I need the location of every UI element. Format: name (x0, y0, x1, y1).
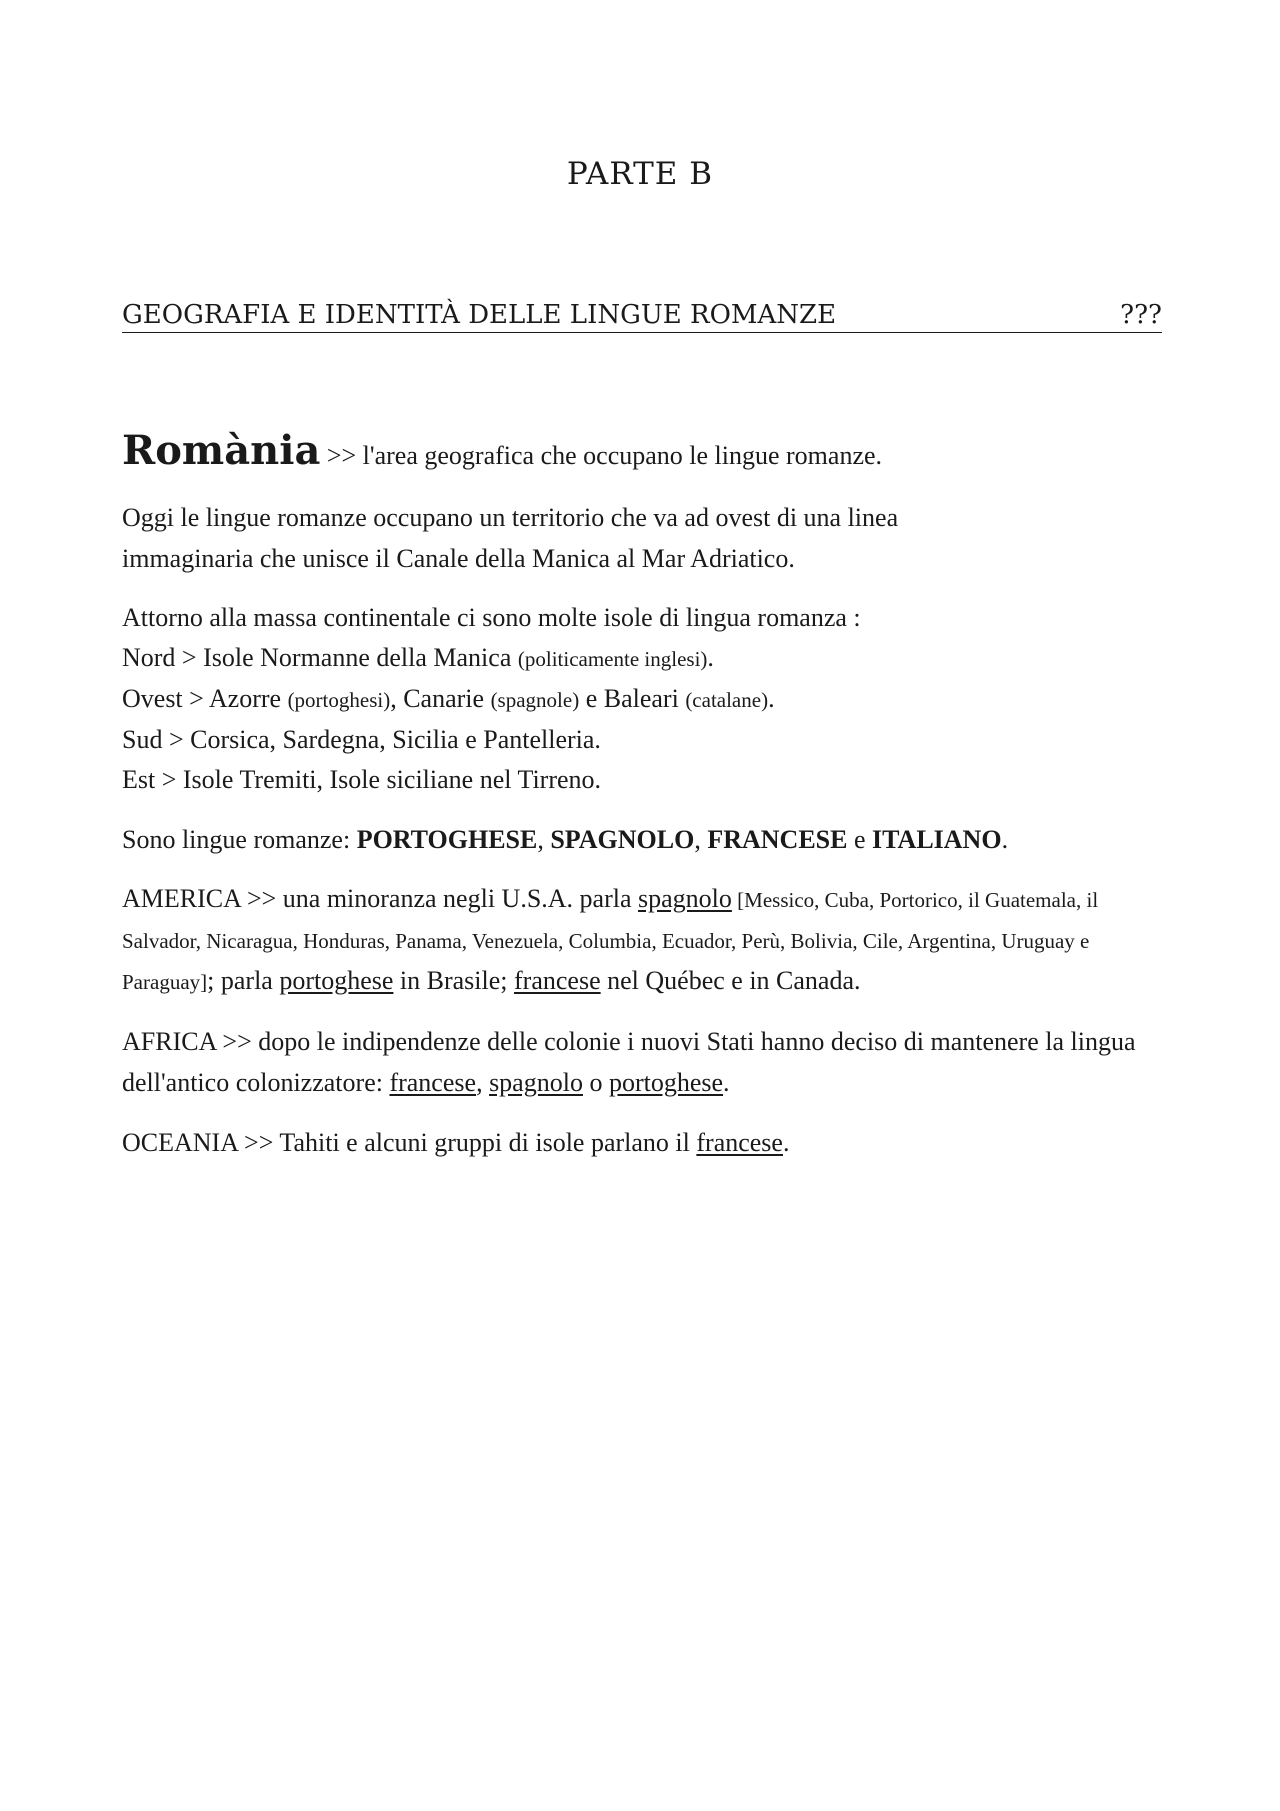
islands-ovest-note-azorre: (portoghesi) (287, 688, 391, 712)
america-portoghese: portoghese (279, 966, 394, 995)
oceania-paragraph (122, 1122, 1172, 1163)
america-lead: AMERICA >> una minoranza negli U.S.A. parla (122, 884, 639, 913)
africa-sep: , (476, 1068, 490, 1097)
language-italiano: ITALIANO (872, 825, 1002, 854)
oceania-francese: francese (696, 1128, 783, 1157)
section-heading (122, 296, 1162, 333)
islands-intro: Attorno alla massa continentale ci sono molte isole di lingua romanza : (122, 603, 861, 632)
section-heading-mark: ??? (1120, 300, 1162, 330)
languages-end: . (1001, 825, 1009, 854)
america-countries: [Messico, Cuba, Portorico, il Guatemala, il Salvador, Nicaragua, Honduras, Panama, Venezuela, Columbia, Ecuador, Perù, Bolivia, Cile, Argentina, Uruguay e Paraguay] (122, 888, 1099, 994)
islands-ovest-canarie: , Canarie (390, 684, 491, 713)
islands-ovest (122, 684, 775, 713)
america-mid: ; parla (207, 966, 280, 995)
languages-paragraph (122, 819, 1172, 860)
islands-ovest-note-baleari: (catalane) (685, 688, 769, 712)
africa-lead: AFRICA >> dopo le indipendenze delle colonie i nuovi Stati hanno deciso di mantenere la lingua dell'antico colonizzatore: (122, 1027, 1136, 1097)
romania-definition-text: >> l'area geografica che occupano le lingue romanze. (326, 441, 883, 470)
islands-ovest-baleari: e Baleari (579, 684, 686, 713)
islands-ovest-note-canarie: (spagnole) (490, 688, 580, 712)
islands-ovest-end: . (768, 684, 775, 713)
islands-nord-text: Nord > Isole Normanne della Manica (122, 643, 518, 672)
romania-term: Romània (122, 427, 321, 474)
oceania-end: . (782, 1128, 790, 1157)
page-title: PARTE B (566, 156, 714, 192)
language-portoghese: PORTOGHESE (356, 825, 538, 854)
america-end: nel Québec e in Canada. (600, 966, 861, 995)
territory-line-1: Oggi le lingue romanze occupano un territorio che va ad ovest di una linea (122, 503, 899, 532)
islands-nord (122, 643, 714, 672)
languages-sep: , (537, 825, 551, 854)
america-francese: francese (514, 966, 601, 995)
america-brasile: in Brasile; (393, 966, 515, 995)
islands-sud: Sud > Corsica, Sardegna, Sicilia e Pantelleria. (122, 725, 601, 754)
america-spagnolo: spagnolo (638, 884, 732, 913)
languages-intro: Sono lingue romanze: (122, 825, 357, 854)
territory-line-2: immaginaria che unisce il Canale della Manica al Mar Adriatico. (122, 544, 795, 573)
islands-ovest-text: Ovest > Azorre (122, 684, 288, 713)
language-francese: FRANCESE (707, 825, 848, 854)
oceania-lead: OCEANIA >> Tahiti e alcuni gruppi di isole parlano il (122, 1128, 697, 1157)
languages-sep: e (847, 825, 873, 854)
romania-definition (122, 424, 1172, 483)
section-heading-text: GEOGRAFIA E IDENTITÀ DELLE LINGUE ROMANZE (122, 300, 837, 330)
africa-spagnolo: spagnolo (489, 1068, 583, 1097)
islands-paragraph (122, 598, 1172, 800)
islands-est: Est > Isole Tremiti, Isole siciliane nel Tirreno. (122, 765, 602, 794)
islands-nord-note: (politicamente inglesi) (517, 647, 708, 671)
languages-sep: , (694, 825, 708, 854)
territory-paragraph (122, 497, 1172, 579)
document-body (122, 424, 1172, 1182)
america-paragraph (122, 879, 1172, 1002)
africa-sep: o (582, 1068, 609, 1097)
language-spagnolo: SPAGNOLO (550, 825, 695, 854)
africa-francese: francese (389, 1068, 477, 1097)
africa-paragraph (122, 1021, 1172, 1103)
africa-end: . (723, 1068, 730, 1097)
islands-nord-end: . (707, 643, 714, 672)
africa-portoghese: portoghese (608, 1068, 724, 1097)
